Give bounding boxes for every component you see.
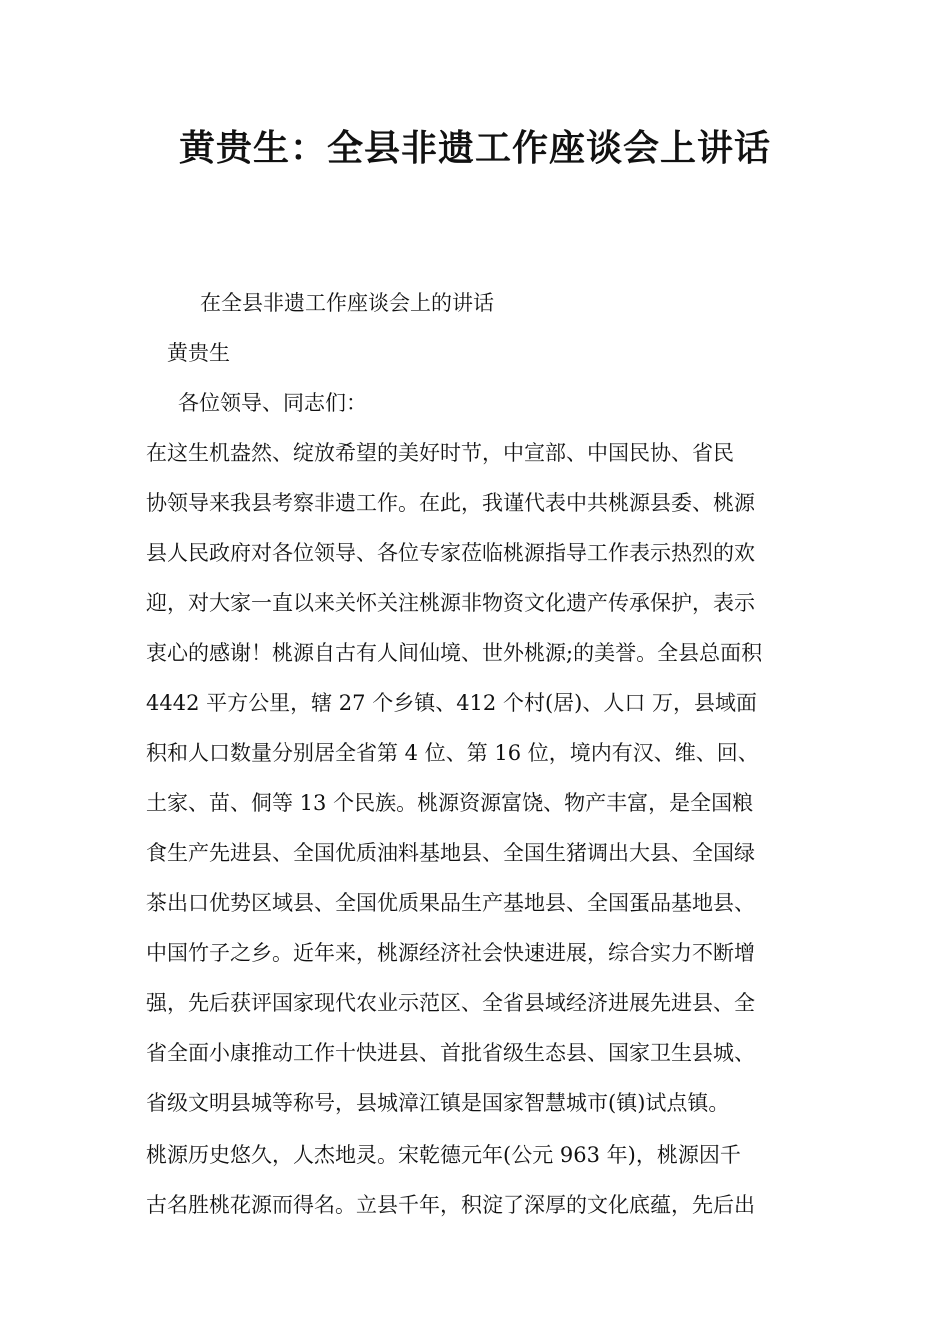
paragraph-introduction	[146, 428, 806, 1128]
paragraph-line: 在这生机盎然、绽放希望的美好时节，中宣部、中国民协、省民	[146, 441, 734, 465]
speech-author: 黄贵生	[167, 341, 230, 365]
paragraph-line: 积和人口数量分别居全省第 4 位、第 16 位，境内有汉、维、回、	[146, 741, 759, 765]
paragraph-line: 迎，对大家一直以来关怀关注桃源非物资文化遗产传承保护，表示	[146, 591, 755, 615]
paragraph-line: 桃源历史悠久，人杰地灵。宋乾德元年(公元 963 年)，桃源因千	[146, 1143, 741, 1167]
paragraph-line: 4442 平方公里，辖 27 个乡镇、412 个村(居)、人口 万，县域面	[146, 691, 758, 715]
paragraph-line: 中国竹子之乡。近年来，桃源经济社会快速进展，综合实力不断增	[146, 941, 755, 965]
paragraph-history	[146, 1130, 806, 1230]
paragraph-line: 茶出口优势区域县、全国优质果品生产基地县、全国蛋品基地县、	[146, 891, 755, 915]
paragraph-line: 省级文明县城等称号，县城漳江镇是国家智慧城市(镇)试点镇。	[146, 1091, 730, 1115]
paragraph-line: 协领导来我县考察非遗工作。在此，我谨代表中共桃源县委、桃源	[146, 491, 755, 515]
paragraph-line: 古名胜桃花源而得名。立县千年，积淀了深厚的文化底蕴，先后出	[146, 1193, 755, 1217]
paragraph-line: 强，先后获评国家现代农业示范区、全省县域经济进展先进县、全	[146, 991, 755, 1015]
speech-subtitle: 在全县非遗工作座谈会上的讲话	[200, 291, 494, 315]
paragraph-line: 土家、苗、侗等 13 个民族。桃源资源富饶、物产丰富，是全国粮	[146, 791, 754, 815]
paragraph-line: 省全面小康推动工作十快进县、首批省级生态县、国家卫生县城、	[146, 1041, 755, 1065]
paragraph-line: 食生产先进县、全国优质油料基地县、全国生猪调出大县、全国绿	[146, 841, 755, 865]
speech-salutation: 各位领导、同志们：	[178, 391, 367, 415]
document-title: 黄贵生：全县非遗工作座谈会上讲话	[178, 128, 771, 169]
paragraph-line: 县人民政府对各位领导、各位专家莅临桃源指导工作表示热烈的欢	[146, 541, 755, 565]
paragraph-line: 衷心的感谢！桃源自古有人间仙境、世外桃源;的美誉。全县总面积	[146, 641, 763, 665]
